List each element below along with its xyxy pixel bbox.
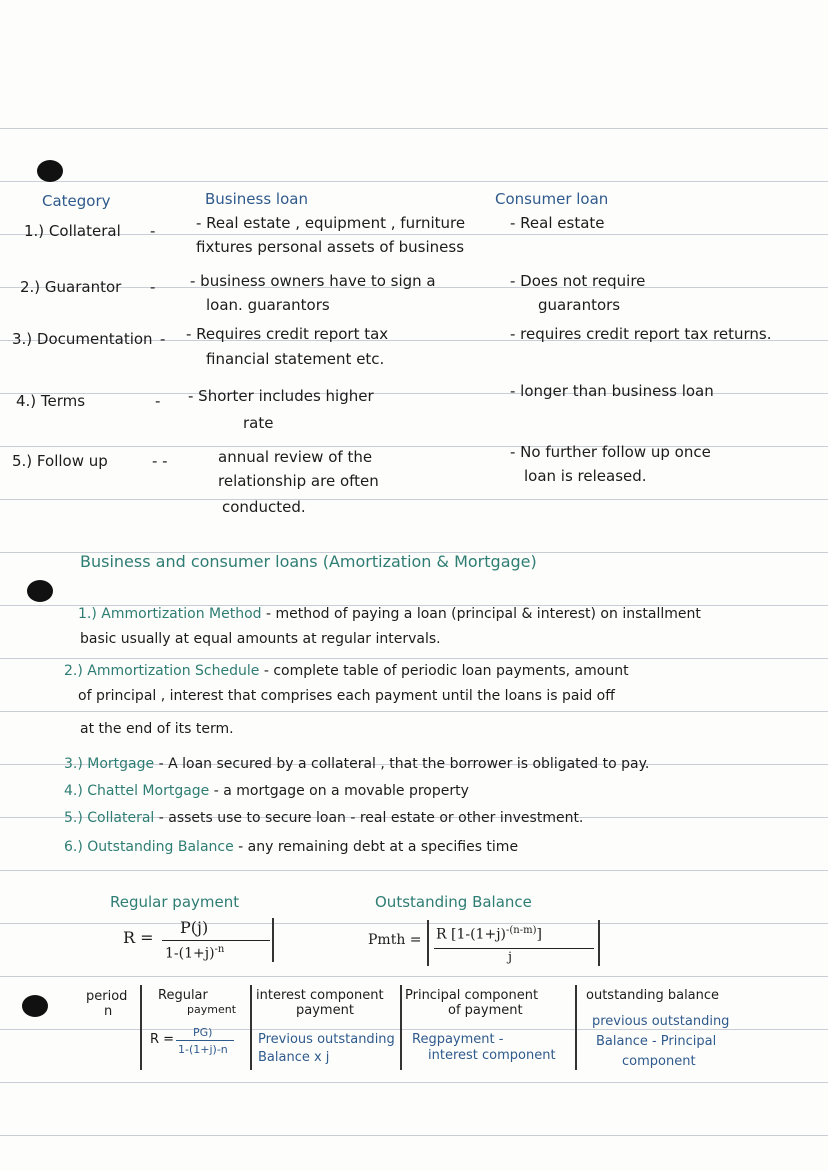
business-text: - Shorter includes higher xyxy=(188,387,374,405)
definition-line xyxy=(64,782,469,800)
regular-payment-label: Regular payment xyxy=(110,893,240,911)
definition-line xyxy=(80,720,234,738)
bullet-dot xyxy=(27,580,53,602)
definition-term: 4.) Chattel Mortgage xyxy=(64,783,210,799)
column-body: 1-(1+j)-n xyxy=(178,1043,228,1056)
row-dash: - xyxy=(150,278,156,296)
bracket-right xyxy=(272,918,274,962)
consumer-text: - Does not require xyxy=(510,272,646,290)
definition-text: of principal , interest that comprises each payment until the loans is paid off xyxy=(78,688,615,704)
denominator-exponent: -n xyxy=(214,944,225,955)
consumer-text: - longer than business loan xyxy=(510,382,714,400)
definition-text: - method of paying a loan (principal & interest) on installment xyxy=(265,606,701,622)
formula-numerator: P(j) xyxy=(180,918,209,937)
column-body: R = xyxy=(150,1032,175,1047)
header-business-loan: Business loan xyxy=(205,190,308,208)
category-label: 2.) Guarantor xyxy=(20,278,122,296)
business-text: - Real estate , equipment , furniture xyxy=(196,214,466,232)
column-body: Regpayment - xyxy=(412,1032,504,1047)
fraction-bar xyxy=(176,1040,234,1041)
column-body: interest component xyxy=(428,1048,556,1063)
column-title: payment xyxy=(187,1003,237,1016)
definition-text: basic usually at equal amounts at regular intervals. xyxy=(80,631,441,647)
numerator-base: R [1-(1+j) xyxy=(436,926,506,943)
definition-term: 2.) Ammortization Schedule xyxy=(64,663,260,679)
header-consumer-loan: Consumer loan xyxy=(495,190,609,208)
column-title: of payment xyxy=(448,1003,523,1018)
business-text: annual review of the xyxy=(218,448,373,466)
column-title: Principal component xyxy=(405,988,539,1003)
definition-line xyxy=(64,662,629,680)
business-text: relationship are often xyxy=(218,472,379,490)
column-divider xyxy=(250,985,252,1070)
consumer-text: guarantors xyxy=(538,296,621,314)
definition-line xyxy=(64,838,518,856)
business-text: loan. guarantors xyxy=(206,296,330,314)
column-divider xyxy=(140,985,142,1070)
row-dash: - - xyxy=(152,452,168,470)
bullet-dot xyxy=(22,995,48,1017)
formula-lhs: Pmth = xyxy=(368,932,422,948)
definition-line xyxy=(78,605,701,623)
definition-text: - complete table of periodic loan payments, amount xyxy=(263,663,629,679)
outstanding-balance-label: Outstanding Balance xyxy=(375,893,532,911)
column-divider xyxy=(400,985,402,1070)
column-body: previous outstanding xyxy=(592,1014,730,1029)
fraction-bar xyxy=(434,948,594,949)
column-body: Balance - Principal xyxy=(596,1034,717,1049)
definition-line xyxy=(78,687,615,705)
column-title: Regular xyxy=(158,988,208,1003)
category-label: 3.) Documentation xyxy=(12,330,153,348)
definition-text: at the end of its term. xyxy=(80,721,234,737)
definition-line xyxy=(64,755,649,773)
header-category: Category xyxy=(42,192,111,210)
definition-term: 5.) Collateral xyxy=(64,810,155,826)
consumer-text: - Real estate xyxy=(510,214,605,232)
column-title: payment xyxy=(296,1003,354,1018)
category-label: 1.) Collateral xyxy=(24,222,121,240)
consumer-text: loan is released. xyxy=(524,467,647,485)
fraction-bar xyxy=(162,940,270,941)
row-dash: - xyxy=(160,330,166,348)
formula-numerator xyxy=(436,925,542,943)
formula-lhs: R = xyxy=(123,928,154,947)
column-divider xyxy=(575,985,577,1070)
definition-text: - A loan secured by a collateral , that the borrower is obligated to pay. xyxy=(158,756,650,772)
section-title: Business and consumer loans (Amortization & Mortgage) xyxy=(80,552,537,571)
definition-text: - assets use to secure loan - real estate or other investment. xyxy=(158,810,584,826)
column-body: Previous outstanding xyxy=(258,1032,395,1047)
formula-denominator xyxy=(165,944,224,962)
business-text: financial statement etc. xyxy=(206,350,385,368)
business-text: fixtures personal assets of business xyxy=(196,238,465,256)
definition-line xyxy=(80,630,441,648)
formula-denominator: j xyxy=(508,950,513,965)
consumer-text: - No further follow up once xyxy=(510,443,711,461)
row-dash: - xyxy=(155,392,161,410)
definition-term: 6.) Outstanding Balance xyxy=(64,839,234,855)
bracket-right xyxy=(598,920,600,966)
column-body: Balance x j xyxy=(258,1050,330,1065)
period-label: period xyxy=(86,989,128,1004)
definition-text: - a mortgage on a movable property xyxy=(213,783,469,799)
numerator-exponent: -(n-m) xyxy=(506,925,537,936)
category-label: 4.) Terms xyxy=(16,392,86,410)
numerator-close: ] xyxy=(536,926,542,943)
business-text: conducted. xyxy=(222,498,306,516)
definition-term: 3.) Mortgage xyxy=(64,756,155,772)
column-title: interest component xyxy=(256,988,384,1003)
column-body: component xyxy=(622,1054,696,1069)
bullet-dot xyxy=(37,160,63,182)
row-dash: - xyxy=(150,222,156,240)
definition-text: - any remaining debt at a specifies time xyxy=(238,839,519,855)
business-text: - Requires credit report tax xyxy=(186,325,389,343)
column-title: outstanding balance xyxy=(586,988,720,1003)
period-variable: n xyxy=(104,1004,113,1019)
definition-line xyxy=(64,809,583,827)
definition-term: 1.) Ammortization Method xyxy=(78,606,262,622)
category-label: 5.) Follow up xyxy=(12,452,108,470)
business-text: - business owners have to sign a xyxy=(190,272,436,290)
business-text: rate xyxy=(243,414,274,432)
bracket-left xyxy=(427,920,429,966)
consumer-text: - requires credit report tax returns. xyxy=(510,325,772,343)
column-body: PG) xyxy=(193,1026,213,1039)
denominator-base: 1-(1+j) xyxy=(165,945,215,962)
